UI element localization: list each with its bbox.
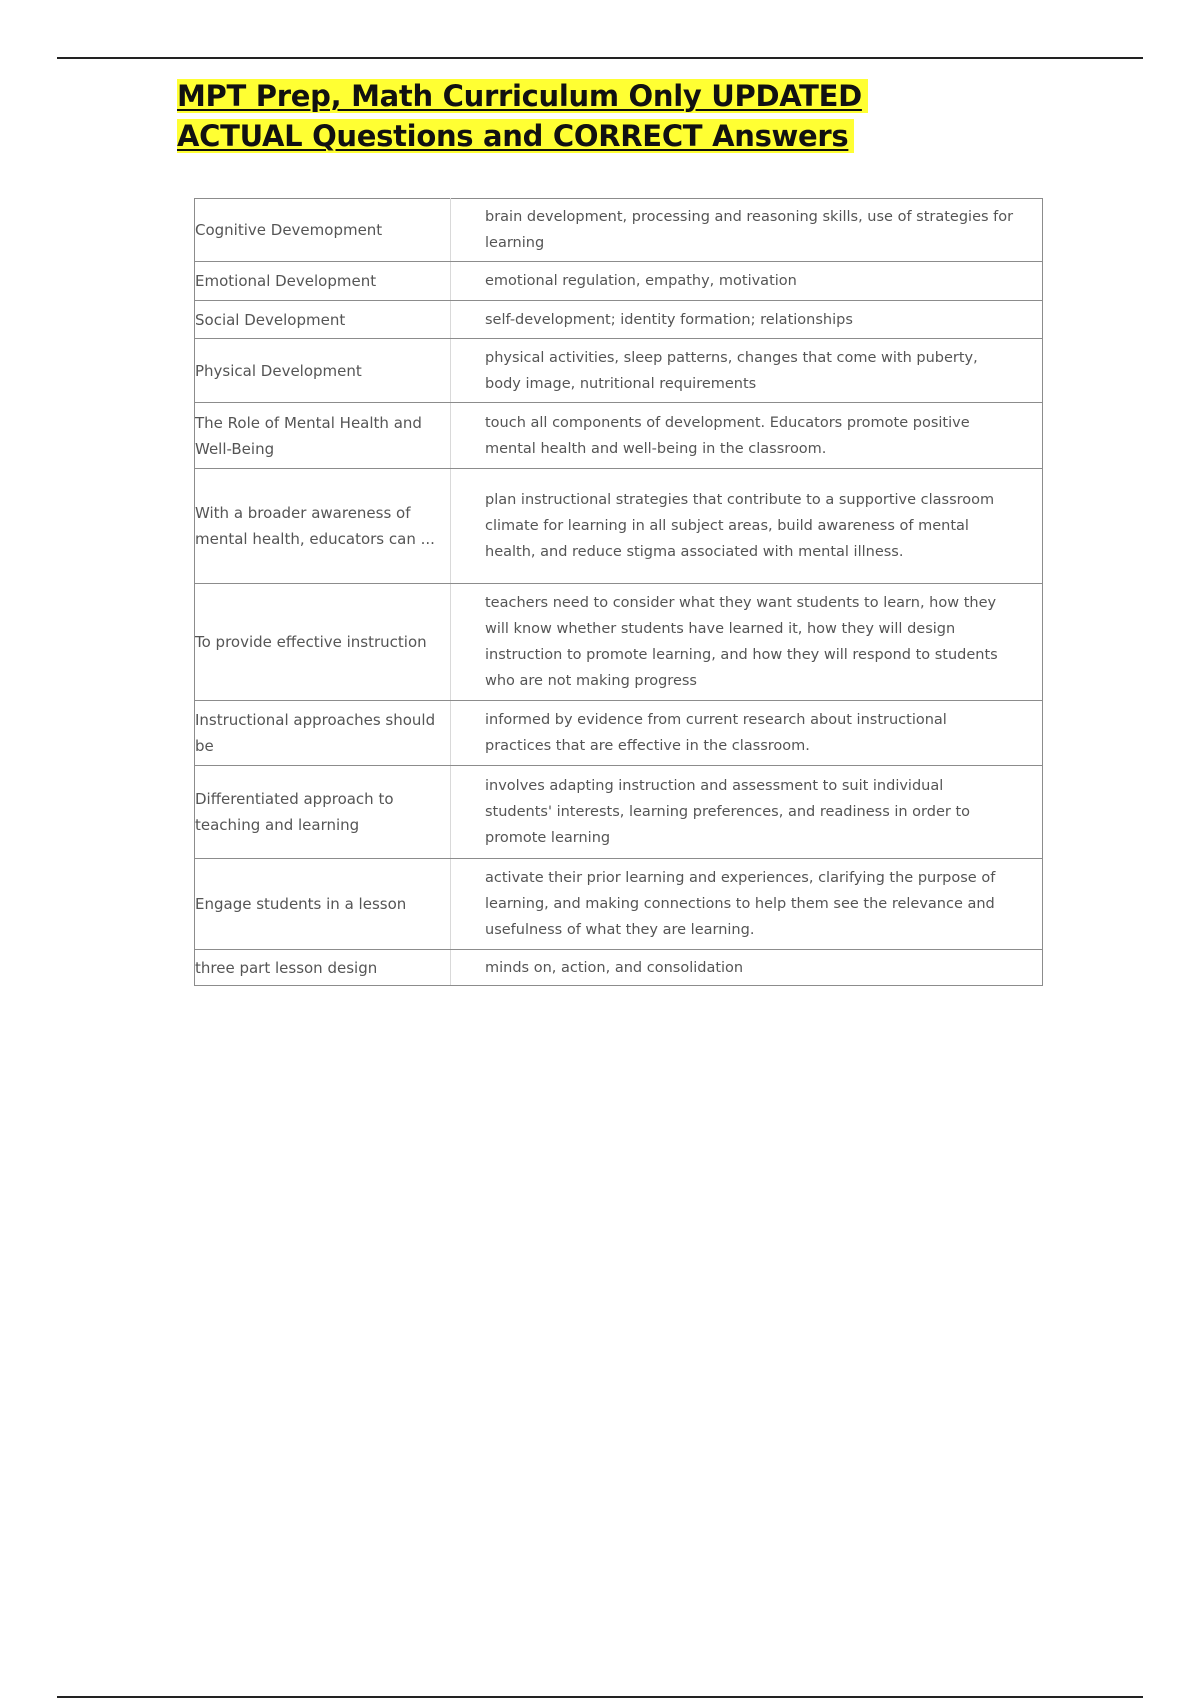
table-row <box>195 339 1043 403</box>
table-row <box>195 766 1043 859</box>
definition-cell: plan instructional strategies that contribute to a supportive classroom climate for learning in all subject areas, build awareness of mental health, and reduce stigma associated with mental illness. <box>451 469 1043 584</box>
term-cell: The Role of Mental Health and Well-Being <box>195 403 451 469</box>
definition-cell: minds on, action, and consolidation <box>451 950 1043 986</box>
term-cell: three part lesson design <box>195 950 451 986</box>
definition-cell: emotional regulation, empathy, motivation <box>451 262 1043 301</box>
term-cell: With a broader awareness of mental health, educators can ... <box>195 469 451 584</box>
document-title-text: MPT Prep, Math Curriculum Only UPDATED ACTUAL Questions and CORRECT Answers <box>177 79 868 153</box>
term-cell: Differentiated approach to teaching and learning <box>195 766 451 859</box>
definition-cell: physical activities, sleep patterns, changes that come with puberty, body image, nutritional requirements <box>451 339 1043 403</box>
definition-cell: teachers need to consider what they want students to learn, how they will know whether students have learned it, how they will design instruction to promote learning, and how they will respond to students who are not making progress <box>451 584 1043 701</box>
table-row <box>195 403 1043 469</box>
definition-cell: brain development, processing and reasoning skills, use of strategies for learning <box>451 199 1043 262</box>
qa-table <box>194 198 1043 986</box>
table-row <box>195 469 1043 584</box>
definition-cell: touch all components of development. Educators promote positive mental health and well-being in the classroom. <box>451 403 1043 469</box>
term-cell: Emotional Development <box>195 262 451 301</box>
table-row <box>195 584 1043 701</box>
footer-rule <box>57 1696 1143 1698</box>
table-row <box>195 950 1043 986</box>
table-row <box>195 859 1043 950</box>
definition-cell: involves adapting instruction and assessment to suit individual students' interests, learning preferences, and readiness in order to promote learning <box>451 766 1043 859</box>
definition-cell: self-development; identity formation; relationships <box>451 301 1043 339</box>
term-cell: Instructional approaches should be <box>195 701 451 766</box>
table-row <box>195 301 1043 339</box>
header-rule <box>57 57 1143 59</box>
document-title <box>177 76 977 156</box>
term-cell: To provide effective instruction <box>195 584 451 701</box>
table-row <box>195 199 1043 262</box>
term-cell: Physical Development <box>195 339 451 403</box>
term-cell: Engage students in a lesson <box>195 859 451 950</box>
definition-cell: activate their prior learning and experiences, clarifying the purpose of learning, and making connections to help them see the relevance and usefulness of what they are learning. <box>451 859 1043 950</box>
term-cell: Social Development <box>195 301 451 339</box>
table-row <box>195 262 1043 301</box>
definition-cell: informed by evidence from current research about instructional practices that are effective in the classroom. <box>451 701 1043 766</box>
table-row <box>195 701 1043 766</box>
term-cell: Cognitive Devemopment <box>195 199 451 262</box>
